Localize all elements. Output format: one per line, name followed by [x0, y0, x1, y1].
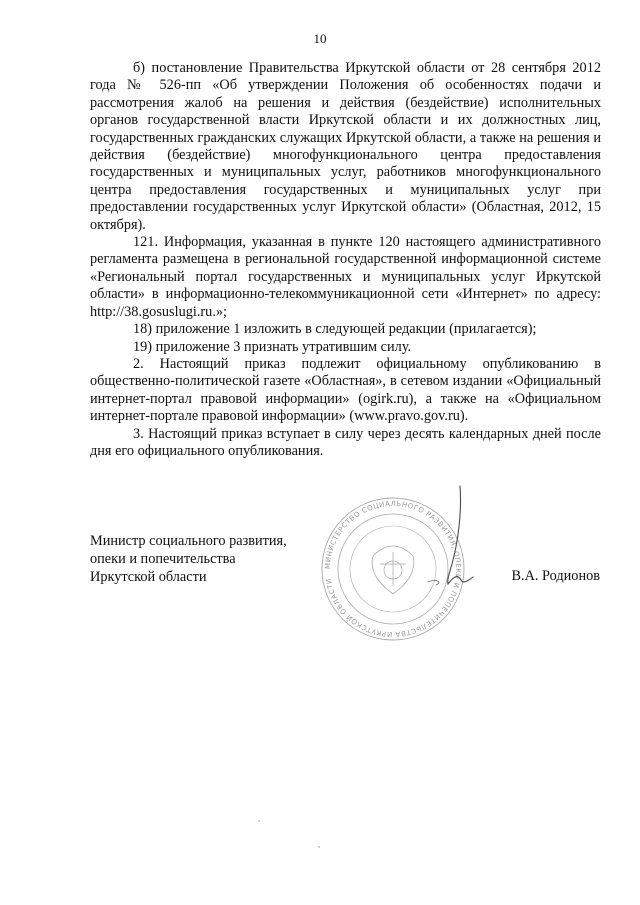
signatory-title-line: Министр социального развития,	[90, 533, 287, 549]
signatory-title-line: Иркутской области	[90, 568, 207, 585]
signatory-title	[90, 533, 287, 586]
paragraph-entry-into-force: 3. Настоящий приказ вступает в силу через десять календарных дней после дня его официального опубликования.	[90, 425, 601, 459]
svg-text:МИНИСТЕРСТВО СОЦИАЛЬНОГО РАЗВИ: МИНИСТЕРСТВО СОЦИАЛЬНОГО РАЗВИТИЯ, ОПЕКИ И ПОПЕЧИТЕЛЬСТВА ИРКУТСКОЙ ОБЛАСТИ	[323, 499, 463, 639]
handwritten-signature	[408, 484, 508, 604]
paragraph-publication: 2. Настоящий приказ подлежит официальному опубликованию в общественно-политической газете «Областная», в сетевом издании «Официальный интернет-портал правовой информации» (ogirk.ru), а также на «Официальном интернет-портале правовой информации» (www.pravo.gov.ru).	[90, 355, 601, 425]
document-body	[90, 60, 601, 460]
paragraph-information-121: 121. Информация, указанная в пункте 120 настоящего административного регламента размещена в региональной государственной информационной системе «Региональный портал государственных и муниципальных услуг Иркутской области» в информационно-телекоммуникационной сети «Интернет» по адресу: http://38.gosuslugi.ru.»;	[90, 234, 601, 320]
paragraph-decree-reference: б) постановление Правительства Иркутской области от 28 сентября 2012 года № 526-пп «Об утверждении Положения об особенностях подачи и рассмотрения жалоб на решения и действия (бездействие) исполнительных органов государственной власти Иркутской области и их должностных лиц, государственных гражданских служащих Иркутской области, а также на решения и действия (бездействие) многофункционального центра предоставления государственных и муниципальных услуг, работников многофункционального центра предоставления государственных и муниципальных услуг при предоставлении государственных услуг Иркутской области» (Областная, 2012, 15 октября).	[90, 60, 601, 233]
signatory-title-line: опеки и попечительства	[90, 550, 236, 567]
page-number: 10	[313, 31, 327, 46]
signatory-name: В.А. Родионов	[511, 568, 600, 584]
paragraph-appendix-1: 18) приложение 1 изложить в следующей редакции (прилагается);	[133, 321, 537, 338]
scan-speck	[258, 820, 260, 822]
scan-speck	[318, 846, 320, 848]
paragraph-appendix-3: 19) приложение 3 признать утратившим силу.	[133, 338, 412, 355]
